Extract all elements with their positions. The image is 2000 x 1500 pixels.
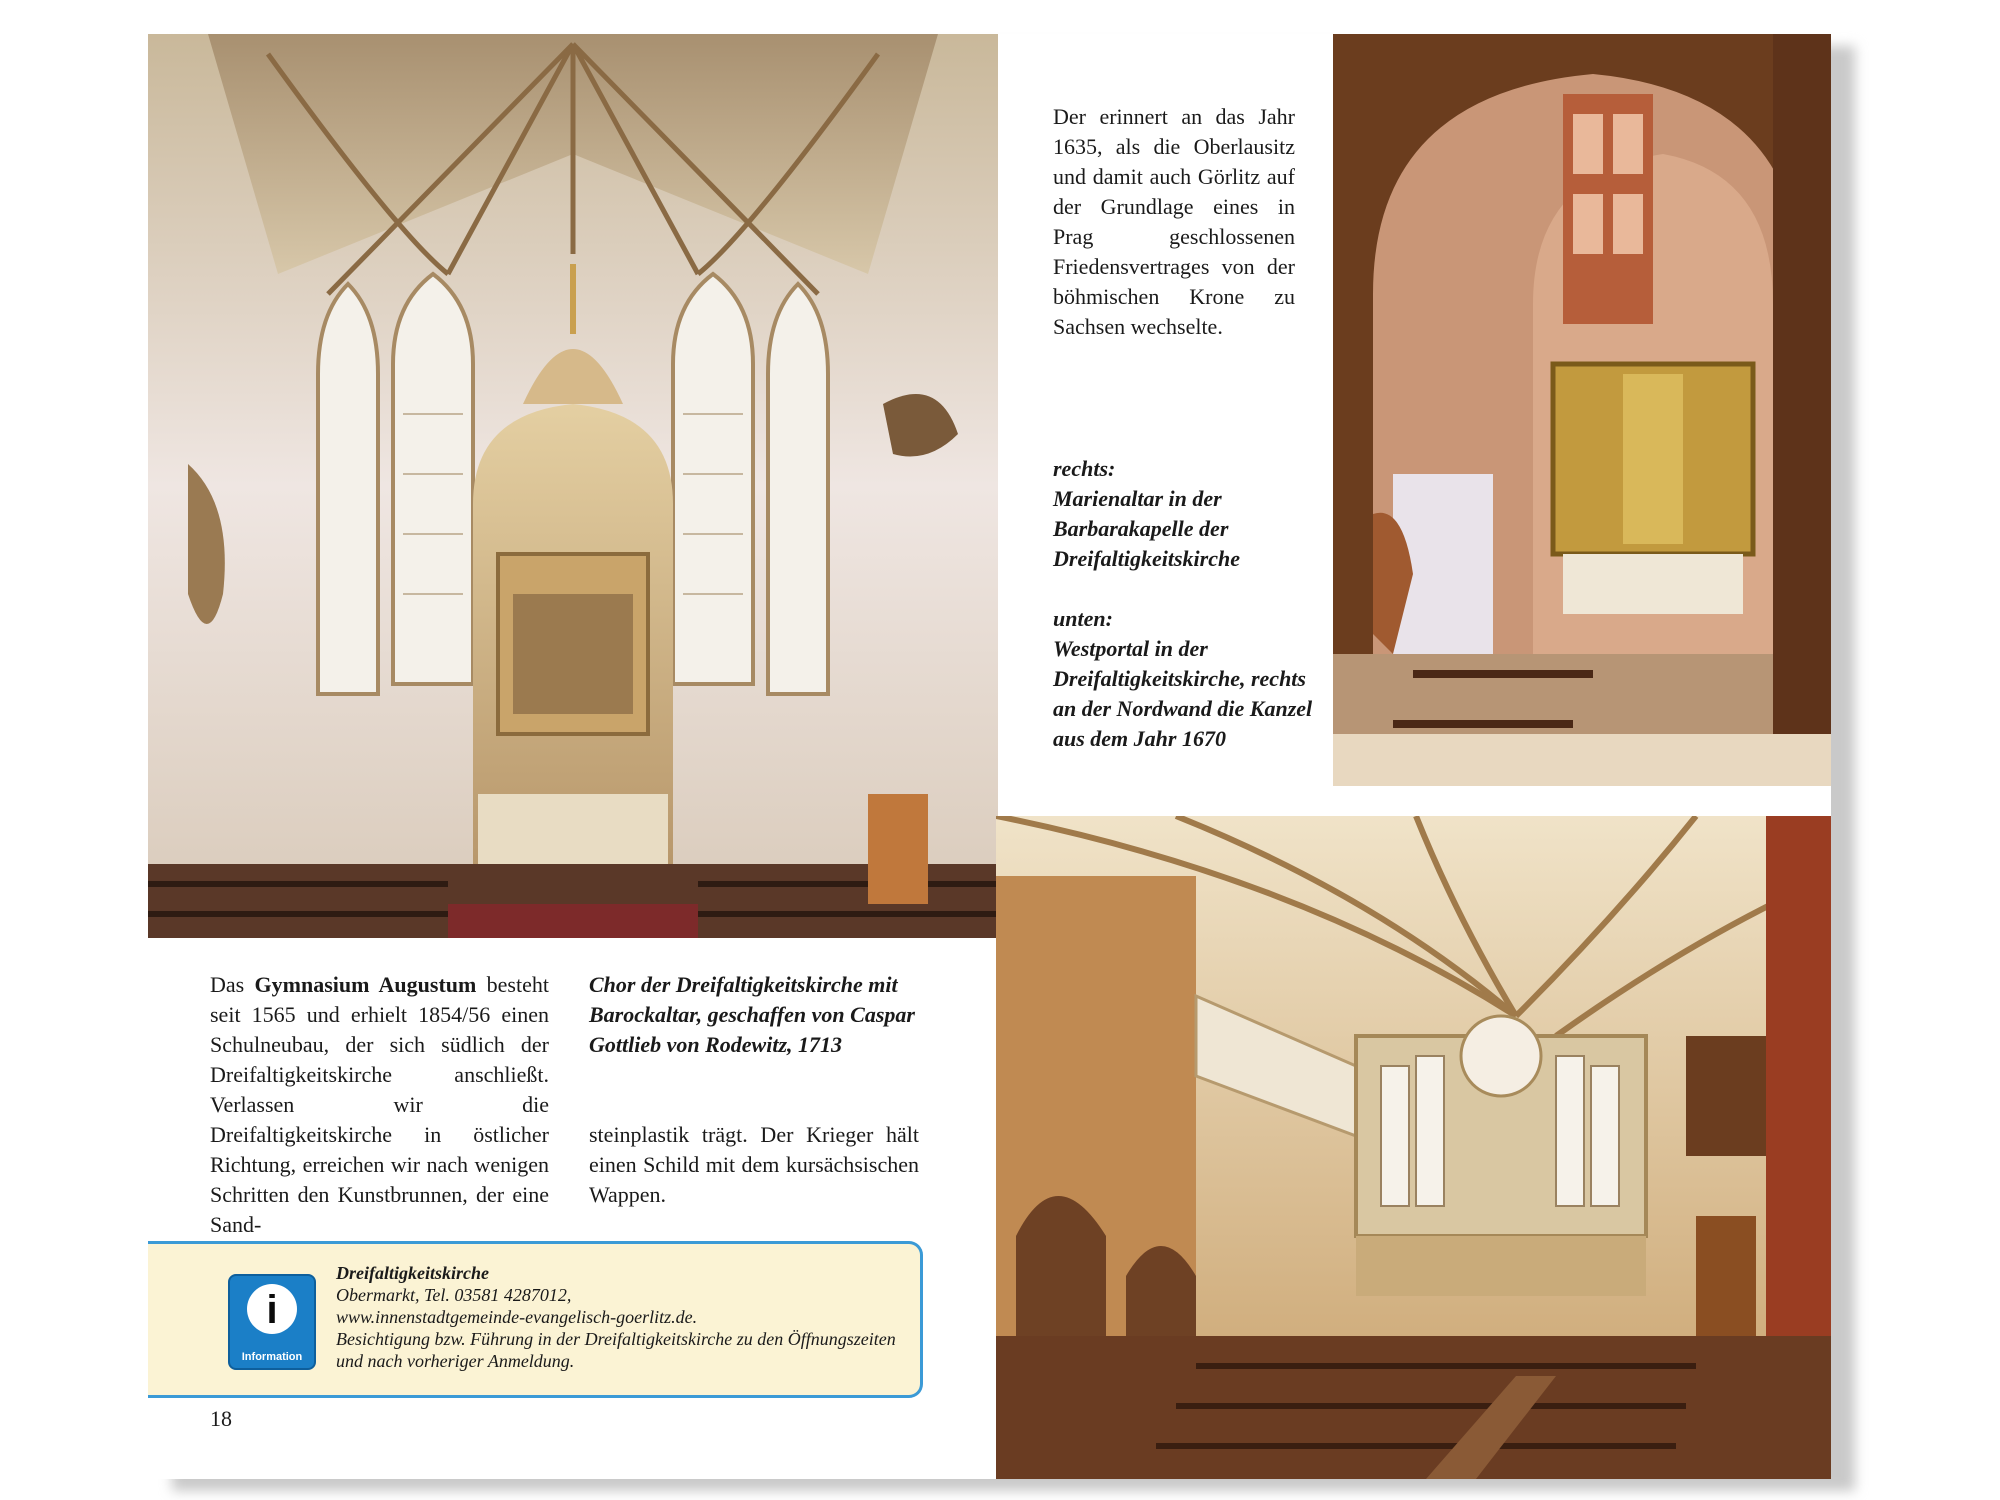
info-icon bbox=[228, 1274, 316, 1370]
left-intro: Das bbox=[210, 972, 245, 997]
info-box bbox=[148, 1241, 923, 1398]
caption-unten-text: Westportal in der Dreifaltigkeitskirche, rechts an der Nordwand die Kanzel aus dem Jahr 1670 bbox=[1053, 636, 1313, 751]
right-captions bbox=[1053, 454, 1313, 754]
right-paragraph: Der erinnert an das Jahr 1635, als die Oberlausitz und damit auch Görlitz auf der Grundlage eines in Prag geschlossenen Friedensvertrages von der böhmischen Krone zu Sachsen wechselte. bbox=[1053, 104, 1295, 339]
continuation-column bbox=[589, 1120, 919, 1210]
caption-rechts-label: rechts: bbox=[1053, 456, 1116, 481]
brochure-spread bbox=[148, 34, 1831, 1479]
caption-rechts-text: Marienaltar in der Barbarakapelle der Dreifaltigkeitskirche bbox=[1053, 486, 1240, 571]
info-website[interactable]: www.innenstadtgemeinde-evangelisch-goerlitz.de. bbox=[336, 1307, 698, 1327]
page-number: 18 bbox=[210, 1406, 232, 1431]
caption-choir-text: Chor der Dreifaltigkeitskirche mit Barockaltar, geschaffen von Caspar Gottlieb von Rodewitz, 1713 bbox=[589, 972, 915, 1057]
info-icon-label: Information bbox=[241, 1351, 303, 1363]
choir-caption bbox=[589, 970, 919, 1060]
left-paragraph bbox=[210, 970, 549, 1240]
caption-unten-label: unten: bbox=[1053, 606, 1113, 631]
info-address: Obermarkt, Tel. 03581 4287012, bbox=[336, 1285, 572, 1305]
info-visiting: Besichtigung bzw. Führung in der Dreifaltigkeitskirche zu den Öffnungszeiten und nach vorheriger Anmeldung. bbox=[336, 1329, 896, 1371]
photo-choir-altar bbox=[148, 34, 998, 938]
photo-marienaltar bbox=[1333, 34, 1831, 786]
left-text-column bbox=[210, 970, 549, 1240]
right-text-column bbox=[1053, 102, 1295, 342]
info-letter: i bbox=[266, 1288, 278, 1332]
info-title: Dreifaltigkeitskirche bbox=[336, 1263, 489, 1283]
info-circle bbox=[247, 1284, 297, 1334]
continuation-paragraph: steinplastik trägt. Der Krieger hält einen Schild mit dem kursächsischen Wappen. bbox=[589, 1122, 919, 1207]
info-text bbox=[336, 1262, 906, 1372]
photo-westportal bbox=[996, 816, 1831, 1479]
gymnasium-name: Gymnasium Augustum bbox=[254, 972, 477, 997]
left-rest: besteht seit 1565 und erhielt 1854/56 einen Schulneubau, der sich südlich der Dreifaltigkeitskirche anschließt. Verlassen wir die Dreifaltigkeitskirche in östlicher Richtung, erreichen wir nach wenigen Schritten den Kunstbrunnen, der eine Sand- bbox=[210, 972, 549, 1237]
